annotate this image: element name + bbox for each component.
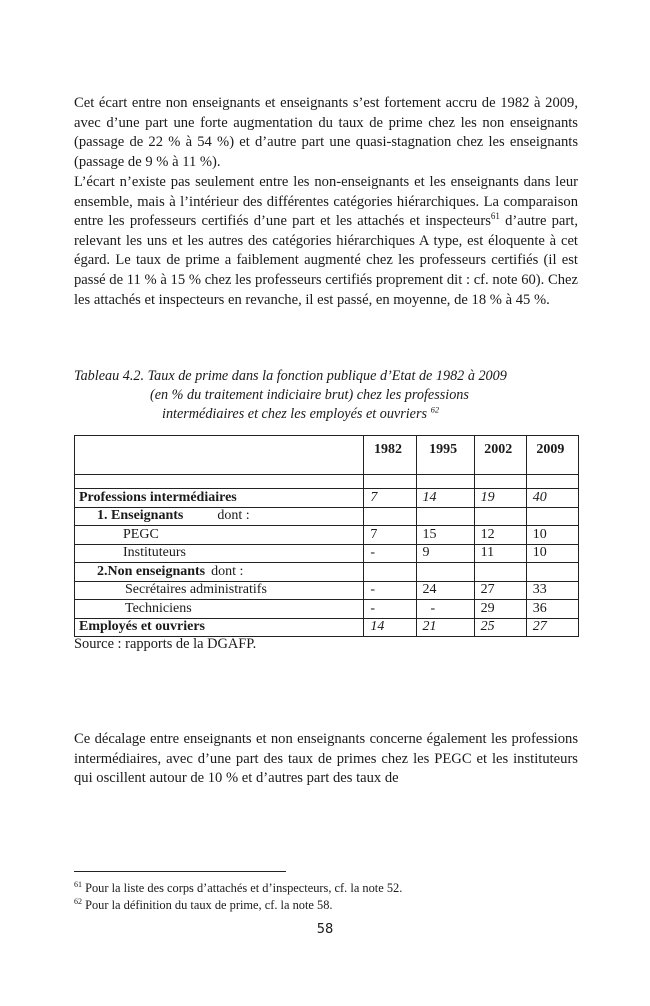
paragraph-2-text-a: L’écart n’existe pas seulement entre les non-enseignants et les enseignants dans leur ensemble, mais à l’intérieur des différentes catégories hiérarchiques. La comparaison entre les professeurs certifiés d’une part et les attachés et inspecteurs xyxy=(74,174,578,230)
caption-line-2: (en % du traitement indiciaire brut) chez les professions xyxy=(150,387,469,403)
value-cell: - xyxy=(364,581,416,600)
value-cell: 9 xyxy=(416,544,474,563)
caption-line-3 xyxy=(74,405,594,424)
value-cell: 11 xyxy=(474,544,526,563)
footnote-number: 62 xyxy=(74,896,82,906)
row-label xyxy=(75,507,364,526)
paragraph-1: Cet écart entre non enseignants et enseignants s’est fortement accru de 1982 à 2009, avec d’une part une forte augmentation du taux de prime chez les non enseignants (passage de 22 % à 54 %) et d’autre part une quasi-stagnation chez les enseignants (passage de 9 % à 11 %). xyxy=(74,95,578,170)
row-label: Professions intermédiaires xyxy=(75,489,364,508)
value-cell: 7 xyxy=(364,489,416,508)
spacer-cell xyxy=(416,475,474,489)
spacer-cell xyxy=(75,475,364,489)
table-row-instituteurs xyxy=(75,544,579,563)
row-label xyxy=(75,563,364,582)
prime-rate-table xyxy=(74,435,579,637)
table-row-pegc xyxy=(75,526,579,545)
footnote-62 xyxy=(74,898,333,913)
value-cell: 10 xyxy=(526,544,578,563)
row-label-dont: dont : xyxy=(217,508,250,524)
value-cell: 33 xyxy=(526,581,578,600)
caption-line-3-text: intermédiaires et chez les employés et ouvriers xyxy=(162,406,431,422)
spacer-cell xyxy=(364,475,416,489)
value-cell: 27 xyxy=(474,581,526,600)
year-header: 1982 xyxy=(364,436,416,475)
value-cell: 21 xyxy=(416,618,474,637)
value-cell: - xyxy=(364,600,416,619)
row-label: Instituteurs xyxy=(75,544,364,563)
spacer-cell xyxy=(474,475,526,489)
value-cell: 36 xyxy=(526,600,578,619)
value-cell: 27 xyxy=(526,618,578,637)
table-spacer-row xyxy=(75,475,579,489)
value-cell xyxy=(526,507,578,526)
table-header-row xyxy=(75,436,579,475)
table-caption xyxy=(74,367,594,424)
value-cell: - xyxy=(364,544,416,563)
value-cell: 14 xyxy=(364,618,416,637)
value-cell: 19 xyxy=(474,489,526,508)
caption-line-1: Tableau 4.2. Taux de prime dans la fonction publique d’Etat de 1982 à 2009 xyxy=(74,368,507,384)
footnote-61 xyxy=(74,881,402,896)
row-label: Techniciens xyxy=(75,600,364,619)
value-cell: 12 xyxy=(474,526,526,545)
value-cell xyxy=(416,507,474,526)
value-cell: 29 xyxy=(474,600,526,619)
row-label-text: 1. Enseignants xyxy=(97,508,184,524)
value-cell: 40 xyxy=(526,489,578,508)
table-row-techniciens xyxy=(75,600,579,619)
value-cell xyxy=(364,507,416,526)
table-source: Source : rapports de la DGAFP. xyxy=(74,636,257,652)
footnote-ref-61: 61 xyxy=(490,211,500,222)
year-header: 2009 xyxy=(526,436,578,475)
page-number: 58 xyxy=(316,922,334,937)
value-cell xyxy=(474,507,526,526)
footnote-text: Pour la définition du taux de prime, cf. la note 58. xyxy=(82,898,333,912)
value-cell xyxy=(416,563,474,582)
table-row-employes-ouvriers xyxy=(75,618,579,637)
row-label-text: 2.Non enseignants xyxy=(97,563,206,579)
table-row-non-enseignants xyxy=(75,563,579,582)
value-cell: 25 xyxy=(474,618,526,637)
row-label: Secrétaires administratifs xyxy=(75,581,364,600)
value-cell: - xyxy=(416,600,474,619)
row-label: Employés et ouvriers xyxy=(75,618,364,637)
table-row-enseignants xyxy=(75,507,579,526)
value-cell xyxy=(364,563,416,582)
paragraph-2-text-b: d’autre part, relevant les uns et les autres des catégories hiérarchiques A type, est éloquente à cet égard. Le taux de prime a faiblement augmenté chez les professeurs certifiés (il est passé de 11 % à 15 % chez les professeurs certifiés proprement dit : cf. note 60). Chez les attachés et inspecteurs en revanche, il est passé, en moyenne, de 18 % à 45 %. xyxy=(74,213,578,308)
header-empty-cell xyxy=(75,436,364,475)
value-cell: 24 xyxy=(416,581,474,600)
value-cell: 7 xyxy=(364,526,416,545)
value-cell xyxy=(526,563,578,582)
paragraph-2 xyxy=(74,173,578,310)
footnote-ref-62: 62 xyxy=(430,404,440,415)
table-row-professions-intermediaires xyxy=(75,489,579,508)
spacer-cell xyxy=(526,475,578,489)
row-label-dont: dont : xyxy=(211,563,244,579)
value-cell: 14 xyxy=(416,489,474,508)
footnote-text: Pour la liste des corps d’attachés et d’inspecteurs, cf. la note 52. xyxy=(82,881,403,895)
row-label: PEGC xyxy=(75,526,364,545)
value-cell xyxy=(474,563,526,582)
footnote-number: 61 xyxy=(74,879,82,889)
footnote-divider xyxy=(74,871,286,872)
table-row-secretaires xyxy=(75,581,579,600)
paragraph-3: Ce décalage entre enseignants et non enseignants concerne également les professions intermédiaires, avec d’une part des taux de primes chez les PEGC et les instituteurs qui oscillent autour de 10 % et d’autres part des taux de xyxy=(74,731,578,787)
value-cell: 10 xyxy=(526,526,578,545)
year-header: 1995 xyxy=(416,436,474,475)
year-header: 2002 xyxy=(474,436,526,475)
value-cell: 15 xyxy=(416,526,474,545)
